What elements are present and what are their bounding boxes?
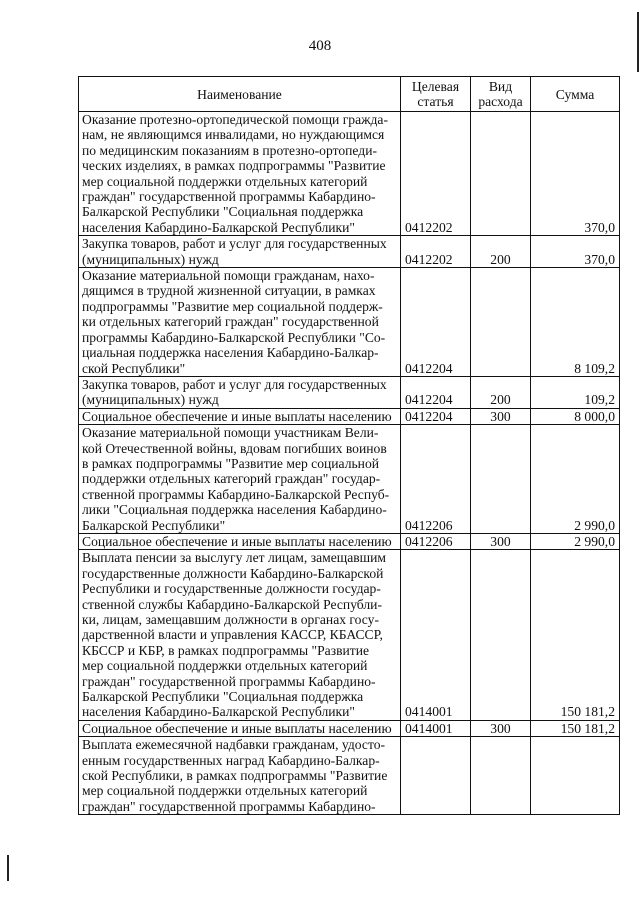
row-name [79,533,401,549]
row-amount: 370,0 [531,236,620,268]
row-name-line: населения Кабардино-Балкарской Республики" [82,704,355,720]
row-name-line: ственной службы Кабардино-Балкарской Республи- [82,596,382,612]
row-name-line: государственные должности Кабардино-Балкарской [82,565,384,581]
header-code: Целевая статья [401,77,471,112]
row-name-line: ской Республики, в рамках подпрограммы "Развитие [82,768,388,784]
row-name-line: мер социальной поддержки отдельных категорий [82,173,368,189]
row-name-line: в рамках подпрограммы "Развитие мер социальной [82,455,380,471]
row-name-line: Оказание протезно-ортопедической помощи гражда- [82,112,388,127]
row-name-line: Оказание материальной помощи участникам Вели- [82,425,379,441]
table-body [79,112,620,815]
row-name-line: Республики и государственные должности государ- [82,581,381,597]
row-name-line: ственной программы Кабардино-Балкарской Респуб- [82,486,390,502]
row-name-line: (муниципальных) нужд [82,251,219,267]
row-code: 0412202 [401,236,471,268]
row-kind [471,737,531,815]
row-kind: 300 [471,720,531,736]
row-name-line: ческих изделиях, в рамках подпрограммы "Развитие [82,158,386,174]
row-name-line: лики "Социальная поддержка населения Кабардино- [82,502,387,518]
table-row [79,737,620,815]
header-kind: Вид расхода [471,77,531,112]
row-amount: 150 181,2 [531,550,620,720]
row-name-line: граждан" государственной программы Кабардино- [82,673,376,689]
table-row [79,236,620,268]
row-name-line: населения Кабардино-Балкарской Республики" [82,219,355,235]
row-name-line: Закупка товаров, работ и услуг для государственных [82,236,387,252]
table-row [79,268,620,377]
row-name-line: (муниципальных) нужд [82,392,219,408]
table-row [79,112,620,236]
row-code: 0412206 [401,533,471,549]
page-number: 408 [308,38,332,54]
row-name-line: Выплата пенсии за выслугу лет лицам, замещавшим [82,550,387,566]
row-name-line: поддержки отдельных категорий граждан" государ- [82,471,381,487]
row-name [79,737,401,815]
row-kind [471,112,531,236]
row-name-line: кой Отечественной войны, вдовам погибших воинов [82,440,387,456]
row-name-line: енным государственных наград Кабардино-Балкар- [82,752,380,768]
row-code: 0414001 [401,550,471,720]
budget-table [78,76,620,815]
row-name-line: граждан" государственной программы Кабардино- [82,798,376,814]
row-kind: 300 [471,408,531,424]
table-row [79,720,620,736]
row-name [79,236,401,268]
row-code: 0412204 [401,268,471,377]
row-name-line: дящимся в трудной жизненной ситуации, в рамках [82,283,376,299]
row-name-line: Социальное обеспечение и иные выплаты населению [82,408,392,424]
row-name [79,268,401,377]
header-name: Наименование [79,77,401,112]
row-code: 0412204 [401,376,471,408]
row-name-line: циальная поддержка населения Кабардино-Балкар- [82,345,379,361]
row-kind [471,550,531,720]
row-name-line: ки отдельных категорий граждан" государственной [82,314,379,330]
table-row [79,533,620,549]
row-name-line: мер социальной поддержки отдельных категорий [82,783,368,799]
row-name-line: мер социальной поддержки отдельных категорий [82,658,368,674]
row-name [79,720,401,736]
row-amount: 150 181,2 [531,720,620,736]
row-kind: 200 [471,376,531,408]
table-row [79,425,620,534]
row-name-line: ки, лицам, замещавшим должности в органах госу- [82,612,379,627]
row-name [79,408,401,424]
row-amount: 109,2 [531,376,620,408]
table-row [79,376,620,408]
row-kind [471,268,531,377]
row-name-line: граждан" государственной программы Кабардино- [82,189,376,205]
row-name [79,112,401,236]
row-kind [471,425,531,534]
row-amount: 2 990,0 [531,533,620,549]
row-amount: 8 000,0 [531,408,620,424]
row-code [401,737,471,815]
row-amount: 370,0 [531,112,620,236]
row-name [79,425,401,534]
row-name-line: КБССР и КБР, в рамках подпрограммы "Развитие [82,642,370,658]
row-kind: 200 [471,236,531,268]
row-amount [531,737,620,815]
row-amount: 8 109,2 [531,268,620,377]
scan-edge-mark [7,855,9,881]
row-name-line: дарственной власти и управления КАССР, КБАССР, [82,627,383,643]
row-name-line: по медицинским показаниям в протезно-ортопеди- [82,142,377,158]
row-code: 0414001 [401,720,471,736]
row-name-line: Оказание материальной помощи гражданам, нахо- [82,268,375,284]
header-amount: Сумма [531,77,620,112]
row-name [79,550,401,720]
row-code: 0412206 [401,425,471,534]
row-kind: 300 [471,533,531,549]
row-code: 0412202 [401,112,471,236]
row-name-line: Балкарской Республики" [82,517,226,533]
table-row [79,408,620,424]
row-name [79,376,401,408]
row-name-line: Балкарской Республики "Социальная поддержка [82,689,364,705]
row-name-line: Выплата ежемесячной надбавки гражданам, удосто- [82,737,386,753]
row-name-line: Социальное обеспечение и иные выплаты населению [82,720,392,736]
row-name-line: нам, не являющимся инвалидами, но нуждающимся [82,127,385,143]
row-name-line: ской Республики" [82,360,186,376]
row-name-line: программы Кабардино-Балкарской Республики "Со- [82,329,386,345]
row-code: 0412204 [401,408,471,424]
row-name-line: Балкарской Республики "Социальная поддержка [82,204,364,220]
row-name-line: Социальное обеспечение и иные выплаты населению [82,533,392,549]
row-amount: 2 990,0 [531,425,620,534]
row-name-line: Закупка товаров, работ и услуг для государственных [82,376,387,392]
table-header-row [79,77,620,112]
table-row [79,550,620,720]
row-name-line: подпрограммы "Развитие мер социальной поддерж- [82,298,383,314]
